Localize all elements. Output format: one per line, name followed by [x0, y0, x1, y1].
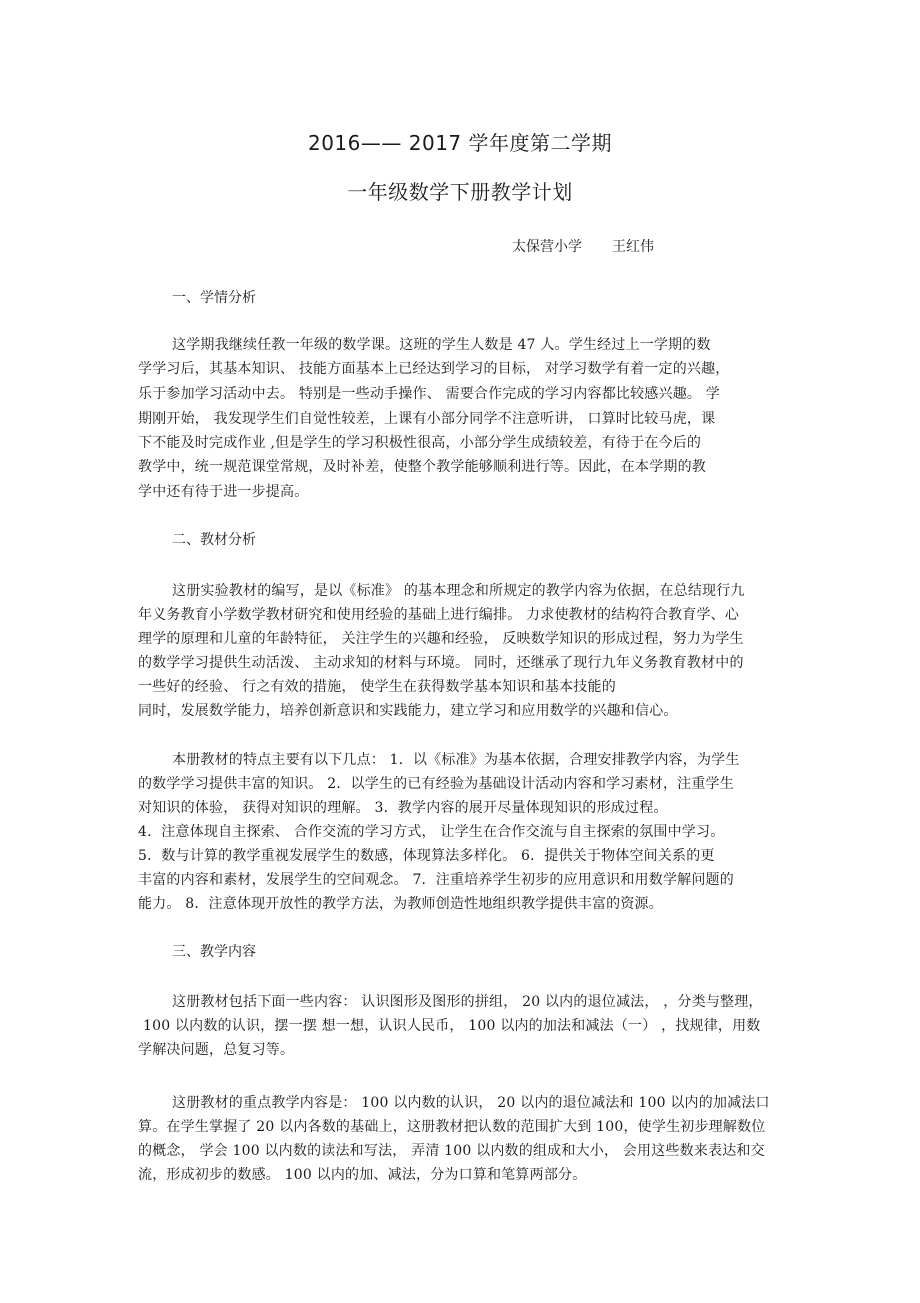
- paragraph-line: 的数学学习提供丰富的知识。 2．以学生的已有经验为基础设计活动内容和学习素材，注重学生: [138, 776, 734, 792]
- paragraph-line: 算。在学生掌握了 20 以内各数的基础上，这册教材把认数的范围扩大到 100，使学生初步理解数位: [138, 1119, 766, 1135]
- paragraph-line: 期刚开始， 我发现学生们自觉性较差，上课有小部分同学不注意听讲， 口算时比较马虎，课: [138, 411, 716, 427]
- paragraph-line: 对知识的体验， 获得对知识的理解。 3．教学内容的展开尽量体现知识的形成过程。: [138, 800, 668, 816]
- paragraph-line: 的数学学习提供生动活泼、 主动求知的材料与环境。 同时，还继承了现行九年义务教育教材中的: [138, 655, 744, 671]
- paragraph-line: 教学中，统一规范课堂常规，及时补差，使整个教学能够顺利进行等。因此，在本学期的教: [138, 459, 706, 475]
- paragraph-line: 的概念， 学会 100 以内数的读法和写法， 弄清 100 以内数的组成和大小， 会用这些数来表达和交: [138, 1143, 765, 1159]
- paragraph-line: 流，形成初步的数感。 100 以内的加、减法，分为口算和笔算两部分。: [138, 1167, 587, 1183]
- paragraph-line: 这学期我继续任教一年级的数学课。这班的学生人数是 47 人。学生经过上一学期的数: [172, 337, 711, 353]
- section-heading-2: 二、教材分析: [172, 532, 256, 548]
- paragraph-line: 4．注意体现自主探索、 合作交流的学习方式， 让学生在合作交流与自主探索的氛围中学习。: [138, 824, 725, 840]
- paragraph-line: 5．数与计算的教学重视发展学生的数感，体现算法多样化。 6．提供关于物体空间关系的更: [138, 848, 715, 864]
- author-school: 太保营小学: [512, 239, 582, 255]
- paragraph-line: 学学习后，其基本知识、 技能方面基本上已经达到学习的目标， 对学习数学有着一定的兴趣，: [138, 361, 730, 377]
- paragraph-line: 这册教材包括下面一些内容： 认识图形及图形的拼组， 20 以内的退位减法， ，分类与整理，: [172, 994, 763, 1010]
- document-subtitle: 一年级数学下册教学计划: [347, 180, 573, 204]
- paragraph-line: 能力。 8．注意体现开放性的教学方法，为教师创造性地组织教学提供丰富的资源。: [138, 896, 663, 912]
- paragraph-line: 100 以内数的认识，摆一摆 想一想，认识人民币， 100 以内的加法和减法（一） ，找规律，用数: [143, 1018, 761, 1034]
- paragraph-line: 学中还有待于进一步提高。: [138, 484, 309, 500]
- section-heading-1: 一、学情分析: [172, 290, 256, 306]
- paragraph-line: 一些好的经验、 行之有效的措施， 使学生在获得数学基本知识和基本技能的: [138, 679, 616, 695]
- paragraph-line: 同时，发展数学能力，培养创新意识和实践能力，建立学习和应用数学的兴趣和信心。: [138, 703, 678, 719]
- paragraph-line: 理学的原理和儿童的年龄特征， 关注学生的兴趣和经验， 反映数学知识的形成过程，努力为学生: [138, 631, 744, 647]
- paragraph-line: 丰富的内容和素材，发展学生的空间观念。 7．注重培养学生初步的应用意识和用数学解问题的: [138, 872, 734, 888]
- paragraph-line: 学解决问题，总复习等。: [138, 1042, 295, 1058]
- paragraph-line: 这册实验教材的编写，是以《标准》 的基本理念和所规定的教学内容为依据，在总结现行九: [172, 583, 745, 599]
- paragraph-line: 乐于参加学习活动中去。 特别是一些动手操作、 需要合作完成的学习内容都比较感兴趣。 学: [138, 386, 720, 402]
- author-name: 王红伟: [612, 239, 654, 255]
- paragraph-line: 下不能及时完成作业 ,但是学生的学习积极性很高，小部分学生成绩较差，有待于在今后的: [138, 435, 702, 451]
- author-line: [512, 236, 654, 256]
- paragraph-line: 年义务教育小学数学教材研究和使用经验的基础上进行编排。 力求使教材的结构符合教育学、心: [138, 607, 740, 623]
- document-title: 2016—— 2017 学年度第二学期: [307, 131, 612, 155]
- paragraph-line: 这册教材的重点教学内容是： 100 以内数的认识， 20 以内的退位减法和 100 以内的加减法口: [172, 1095, 770, 1111]
- section-heading-3: 三、教学内容: [172, 944, 256, 960]
- paragraph-line: 本册教材的特点主要有以下几点： 1．以《标准》为基本依据，合理安排教学内容，为学生: [172, 752, 740, 768]
